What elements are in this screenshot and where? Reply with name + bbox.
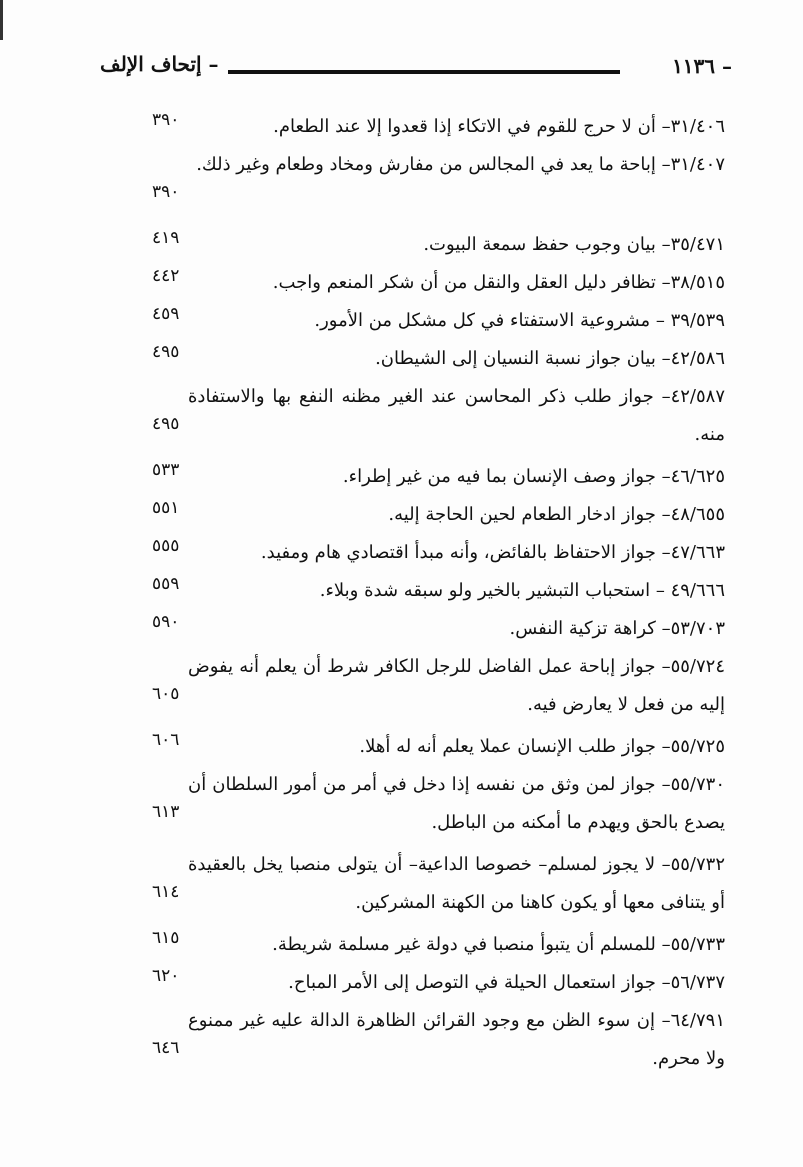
entry-text: ٣١/٤٠٧– إباحة ما يعد في المجالس من مفارش ومخاد وطعام وغير ذلك. <box>196 154 725 175</box>
index-entry <box>120 108 725 146</box>
entry-text: ٥٥/٧٣٣– للمسلم أن يتبوأ منصبا في دولة غير مسلمة شريطة. <box>272 934 725 955</box>
index-entry <box>120 534 725 572</box>
entry-page-ref: ٣٩٠ <box>152 110 180 130</box>
entry-text: ٣١/٤٠٦– أن لا حرج للقوم في الاتكاء إذا قعدوا إلا عند الطعام. <box>273 116 725 137</box>
entry-text: ٦٤/٧٩١– إن سوء الظن مع وجود القرائن الظاهرة الدالة عليه غير ممنوع ولا محرم. <box>188 1010 725 1069</box>
entry-page-ref: ٤٩٥ <box>152 414 180 434</box>
index-entry <box>120 226 725 264</box>
index-entry <box>120 648 725 728</box>
index-entry <box>120 1002 725 1082</box>
entry-text: ٥٥/٧٢٤– جواز إباحة عمل الفاضل للرجل الكافر شرط أن يعلم أنه يفوض إليه من فعل لا يعارض فيه. <box>188 656 725 715</box>
entry-page-ref: ٣٩٠ <box>152 182 180 202</box>
index-entry <box>120 378 725 458</box>
index-entry <box>120 610 725 648</box>
index-entry <box>120 264 725 302</box>
entry-page-ref: ٤١٩ <box>152 228 180 248</box>
index-entry <box>120 496 725 534</box>
book-title: – إتحاف الإلف <box>100 52 219 76</box>
index-entry <box>120 964 725 1002</box>
entry-page-ref: ٤٥٩ <box>152 304 180 324</box>
header-rule <box>228 70 620 74</box>
entry-page-ref: ٥٥٥ <box>152 536 180 556</box>
entry-page-ref: ٤٤٢ <box>152 266 180 286</box>
entry-text: ٥٥/٧٣٠– جواز لمن وثق من نفسه إذا دخل في أمر من أمور السلطان أن يصدع بالحق ويهدم ما أمكنه من الباطل. <box>188 774 725 833</box>
entry-page-ref: ٦٤٦ <box>152 1038 180 1058</box>
entry-page-ref: ٦٠٦ <box>152 730 180 750</box>
index-entry <box>120 458 725 496</box>
entry-page-ref: ٦١٥ <box>152 928 180 948</box>
entry-text: ٥٣/٧٠٣– كراهة تزكية النفس. <box>509 618 725 639</box>
page-number: ١١٣٦ – <box>672 54 732 78</box>
entry-text: ٤٢/٥٨٧– جواز طلب ذكر المحاسن عند الغير مظنه النفع بها والاستفادة منه. <box>188 386 725 445</box>
entry-page-ref: ٦١٤ <box>152 882 180 902</box>
entry-text: ٤٨/٦٥٥– جواز ادخار الطعام لحين الحاجة إليه. <box>388 504 725 525</box>
entry-text: ٣٨/٥١٥– تظافر دليل العقل والنقل من أن شكر المنعم واجب. <box>272 272 725 293</box>
entry-text: ٥٥/٧٣٢– لا يجوز لمسلم– خصوصا الداعية– أن يتولى منصبا يخل بالعقيدة أو يتنافى معها أو يكون كاهنا من الكهنة المشركين. <box>188 854 725 913</box>
entry-text: ٥٥/٧٢٥– جواز طلب الإنسان عملا يعلم أنه له أهلا. <box>359 736 725 757</box>
index-entry <box>120 926 725 964</box>
entry-text: ٥٦/٧٣٧– جواز استعمال الحيلة في التوصل إلى الأمر المباح. <box>288 972 725 993</box>
entry-text: ٤٦/٦٢٥– جواز وصف الإنسان بما فيه من غير إطراء. <box>342 466 725 487</box>
entry-page-ref: ٦١٣ <box>152 802 180 822</box>
index-entry <box>120 728 725 766</box>
index-entry <box>120 302 725 340</box>
index-entry <box>120 146 725 226</box>
entry-text: ٣٥/٤٧١– بيان وجوب حفظ سمعة البيوت. <box>423 234 725 255</box>
entry-page-ref: ٥٥١ <box>152 498 180 518</box>
entry-page-ref: ٦٢٠ <box>152 966 180 986</box>
entry-text: ٤٢/٥٨٦– بيان جواز نسبة النسيان إلى الشيطان. <box>375 348 725 369</box>
page-edge-mark <box>0 0 3 40</box>
entry-page-ref: ٦٠٥ <box>152 684 180 704</box>
entry-page-ref: ٤٩٥ <box>152 342 180 362</box>
entry-page-ref: ٥٥٩ <box>152 574 180 594</box>
index-entry <box>120 846 725 926</box>
entry-page-ref: ٥٣٣ <box>152 460 180 480</box>
running-header <box>100 48 732 88</box>
entry-page-ref: ٥٩٠ <box>152 612 180 632</box>
index-entry <box>120 766 725 846</box>
entry-text: ٤٧/٦٦٣– جواز الاحتفاظ بالفائض، وأنه مبدأ اقتصادي هام ومفيد. <box>260 542 725 563</box>
entry-text: ٣٩/٥٣٩ – مشروعية الاستفتاء في كل مشكل من الأمور. <box>314 310 725 331</box>
index-entry <box>120 572 725 610</box>
index-entries <box>120 108 725 1082</box>
index-entry <box>120 340 725 378</box>
entry-text: ٤٩/٦٦٦ – استحباب التبشير بالخير ولو سبقه شدة وبلاء. <box>319 580 725 601</box>
